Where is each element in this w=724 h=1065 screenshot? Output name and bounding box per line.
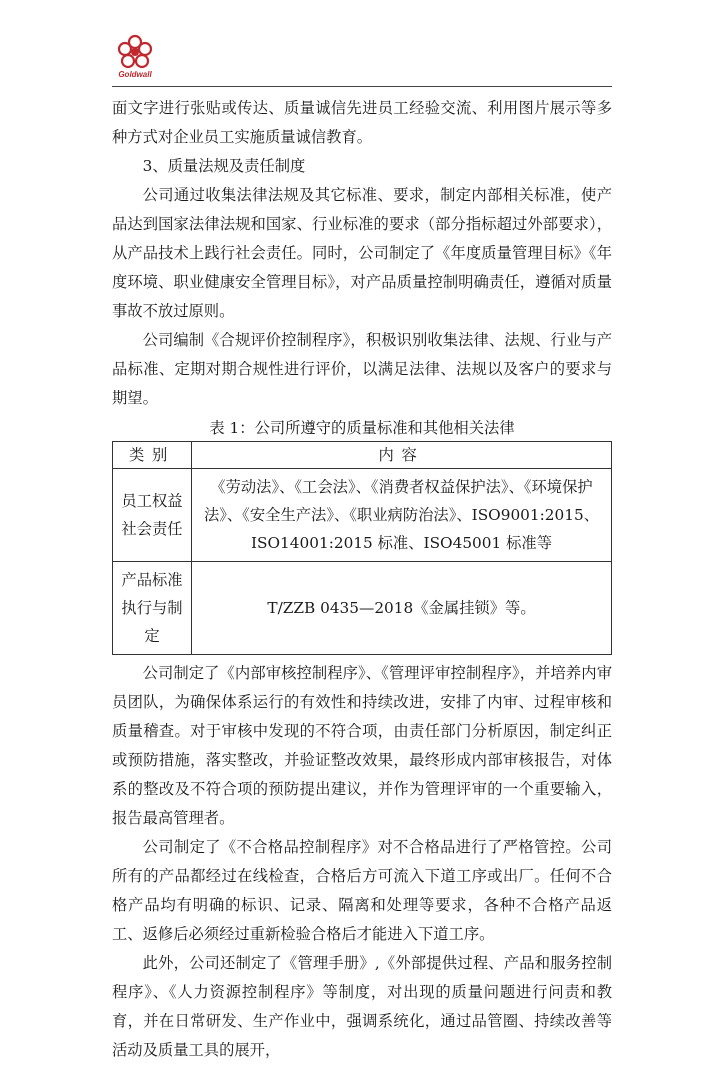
page-header: [112, 34, 612, 88]
company-logo: [112, 34, 158, 86]
paragraph-regulations: 公司通过收集法律法规及其它标准、要求，制定内部相关标准，使产品达到国家法律法规和国家、行业标准的要求（部分指标超过外部要求），从产品技术上践行社会责任。同时，公司制定了《年度质量管理目标》《年度环境、职业健康安全管理目标》，对产品质量控制明确责任，遵循对质量事故不放过原则。: [112, 186, 612, 320]
header-divider: [112, 86, 612, 87]
row-category: 产品标准执行与制定: [113, 562, 192, 655]
logo-text: Goldwall: [118, 70, 152, 79]
row-category: 员工权益社会责任: [113, 469, 192, 562]
header-category: 类别: [113, 442, 192, 469]
paragraph-management-manual: 此外，公司还制定了《管理手册》,《外部提供过程、产品和服务控制程序》、《人力资源控制程序》等制度，对出现的质量问题进行问责和教育，并在日常研发、生产作业中，强调系统化，通过品管圈、持续改善等活动及质量工具的展开，: [112, 954, 612, 1059]
section-heading: 3、质量法规及责任制度: [142, 157, 306, 175]
table-caption: 表 1：公司所遵守的质量标准和其他相关法律: [209, 419, 515, 437]
table-row: [113, 562, 612, 655]
table-row: [113, 469, 612, 562]
paragraph-compliance: 公司编制《合规评价控制程序》，积极识别收集法律、法规、行业与产品标准、定期对期合规性进行评价，以满足法律、法规以及客户的要求与期望。: [112, 331, 612, 407]
header-content: 内容: [192, 442, 612, 469]
paragraph-internal-audit: 公司制定了《内部审核控制程序》、《管理评审控制程序》，并培养内审员团队，为确保体系运行的有效性和持续改进，安排了内审、过程审核和质量稽查。对于审核中发现的不符合项，由责任部门分析原因，制定纠正或预防措施，落实整改，并验证整改效果，最终形成内部审核报告，对体系的整改及不符合项的预防提出建议，并作为管理评审的一个重要输入，报告最高管理者。: [112, 664, 612, 827]
logo-flower-icon: [117, 34, 153, 72]
row-content: T/ZZB 0435—2018《金属挂锁》等。: [192, 562, 612, 655]
table-header-row: [113, 442, 612, 469]
paragraph-continuation: 面文字进行张贴或传达、质量诚信先进员工经验交流、利用图片展示等多种方式对企业员工实施质量诚信教育。: [112, 99, 612, 146]
standards-table: [112, 441, 612, 655]
paragraph-nonconforming: 公司制定了《不合格品控制程序》对不合格品进行了严格管控。公司所有的产品都经过在线检查，合格后方可流入下道工序或出厂。任何不合格产品均有明确的标识、记录、隔离和处理等要求，各种不合格产品返工、返修后必须经过重新检验合格后才能进入下道工序。: [112, 838, 612, 943]
document-body: [112, 94, 612, 1065]
row-content: 《劳动法》、《工会法》、《消费者权益保护法》、《环境保护法》、《安全生产法》、《职业病防治法》、ISO9001:2015、ISO14001:2015 标准、ISO45001 标准等: [192, 469, 612, 562]
